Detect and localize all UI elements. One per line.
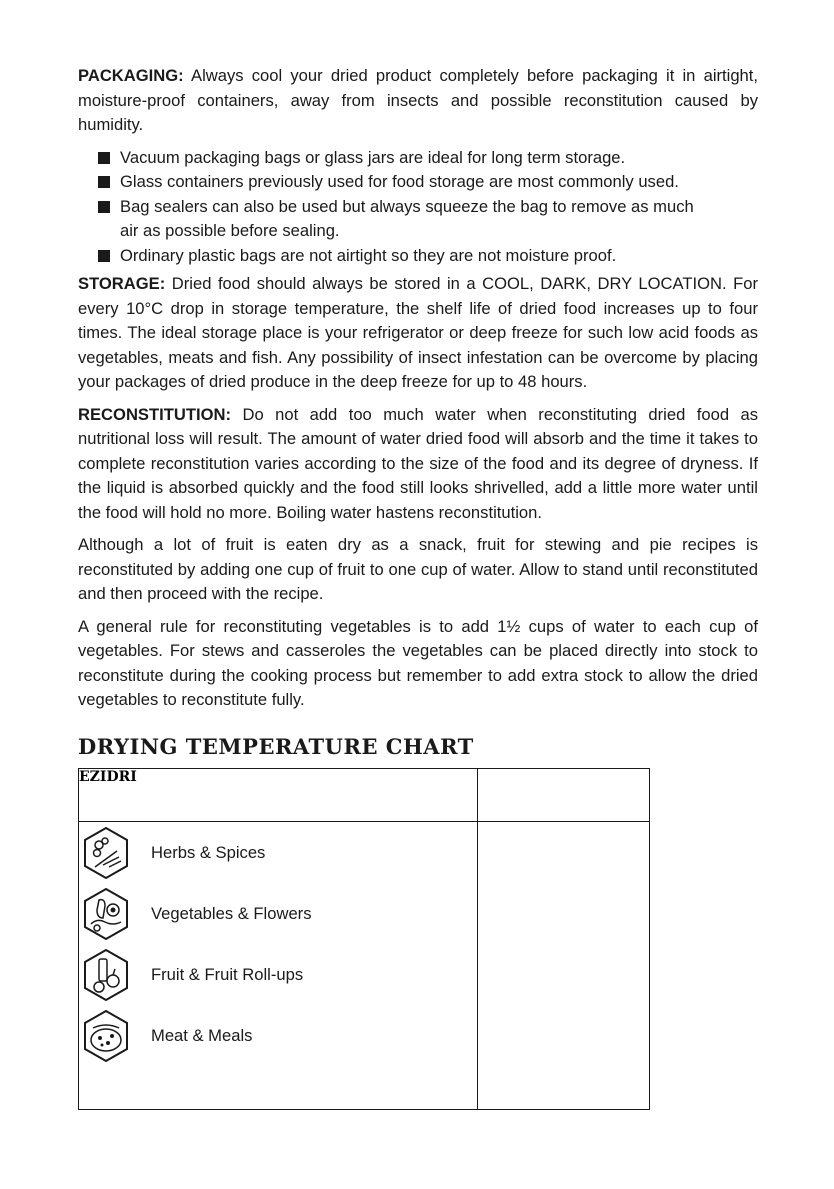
list-item: Ordinary plastic bags are not airtight so they are not moisture proof. (98, 244, 758, 269)
list-item: Vacuum packaging bags or glass jars are ideal for long term storage. (98, 146, 758, 171)
packaging-text: Always cool your dried product completely before packaging it in airtight, moisture-proof containers, away from insects and possible reconstitution caused by humidity. (78, 66, 758, 134)
storage-text: Dried food should always be stored in a COOL, DARK, DRY LOCATION. For every 10°C drop in storage temperature, the shelf life of dried food increases up to four times. The ideal storage place is your refrigerator or deep freeze for such low acid foods as vegetables, meats and fish. Any possibility of insect infestation can be overcome by placing your packages of dried produce in the deep freeze for up to 48 hours. (78, 274, 758, 391)
category-label: Herbs & Spices (151, 842, 266, 862)
vegetable-reconstitution-paragraph: A general rule for reconstituting vegetables is to add 1½ cups of water to each cup of vegetables. For stews and casseroles the vegetables can be placed directly into stock to reconstitute during the cooking process but remember to add extra stock to allow the dried vegetables to reconstitute fully. (78, 616, 758, 709)
category-label: Vegetables & Flowers (151, 903, 312, 923)
category-label: Fruit & Fruit Roll-ups (151, 964, 304, 984)
list-item: Bag sealers can also be used but always squeeze the bag to remove as much air as possible before sealing. (98, 195, 758, 244)
document-body (78, 64, 758, 721)
table-header-row (79, 769, 650, 822)
brand-header: EZIDRI (79, 769, 478, 822)
table-row (79, 822, 650, 1110)
temperature-cell (478, 822, 650, 1110)
vegetables-icon (83, 888, 129, 940)
food-category-cell (79, 822, 478, 1110)
fruit-reconstitution-paragraph: Although a lot of fruit is eaten dry as a snack, fruit for stewing and pie recipes is reconstituted by adding one cup of fruit to one cup of water. Allow to stand until reconstituted and then proceed with the recipe. (78, 535, 758, 603)
chart-title: DRYING TEMPERATURE CHART (78, 734, 474, 759)
list-item (79, 1005, 477, 1066)
category-label: Meat & Meals (151, 1025, 253, 1045)
list-item (79, 822, 477, 883)
reconstitution-heading: RECONSTITUTION: (78, 404, 232, 424)
bullet-square-icon (98, 152, 110, 164)
packaging-heading: PACKAGING: (78, 66, 184, 85)
bullet-square-icon (98, 250, 110, 262)
packaging-paragraph (78, 64, 758, 138)
bullet-square-icon (98, 176, 110, 188)
storage-paragraph (78, 272, 758, 395)
meat-icon (83, 1010, 129, 1062)
list-item (79, 944, 477, 1005)
fruit-icon (83, 949, 129, 1001)
drying-temperature-table (78, 768, 650, 1110)
reconstitution-paragraph (78, 403, 758, 526)
bullet-square-icon (98, 201, 110, 213)
list-item: Glass containers previously used for food storage are most commonly used. (98, 170, 758, 195)
reconstitution-text: Do not add too much water when reconstituting dried food as nutritional loss will result. The amount of water dried food will absorb and the time it takes to complete reconstitution varies according to the size of the food and its degree of dryness. If the liquid is absorbed quickly and the food still looks shrivelled, add a little more water until the food will hold no more. Boiling water hastens reconstitution. (78, 404, 758, 522)
packaging-bullet-list (78, 146, 758, 269)
storage-heading: STORAGE: (78, 274, 166, 293)
temperature-header (478, 769, 650, 822)
herbs-icon (83, 827, 129, 879)
list-item (79, 883, 477, 944)
